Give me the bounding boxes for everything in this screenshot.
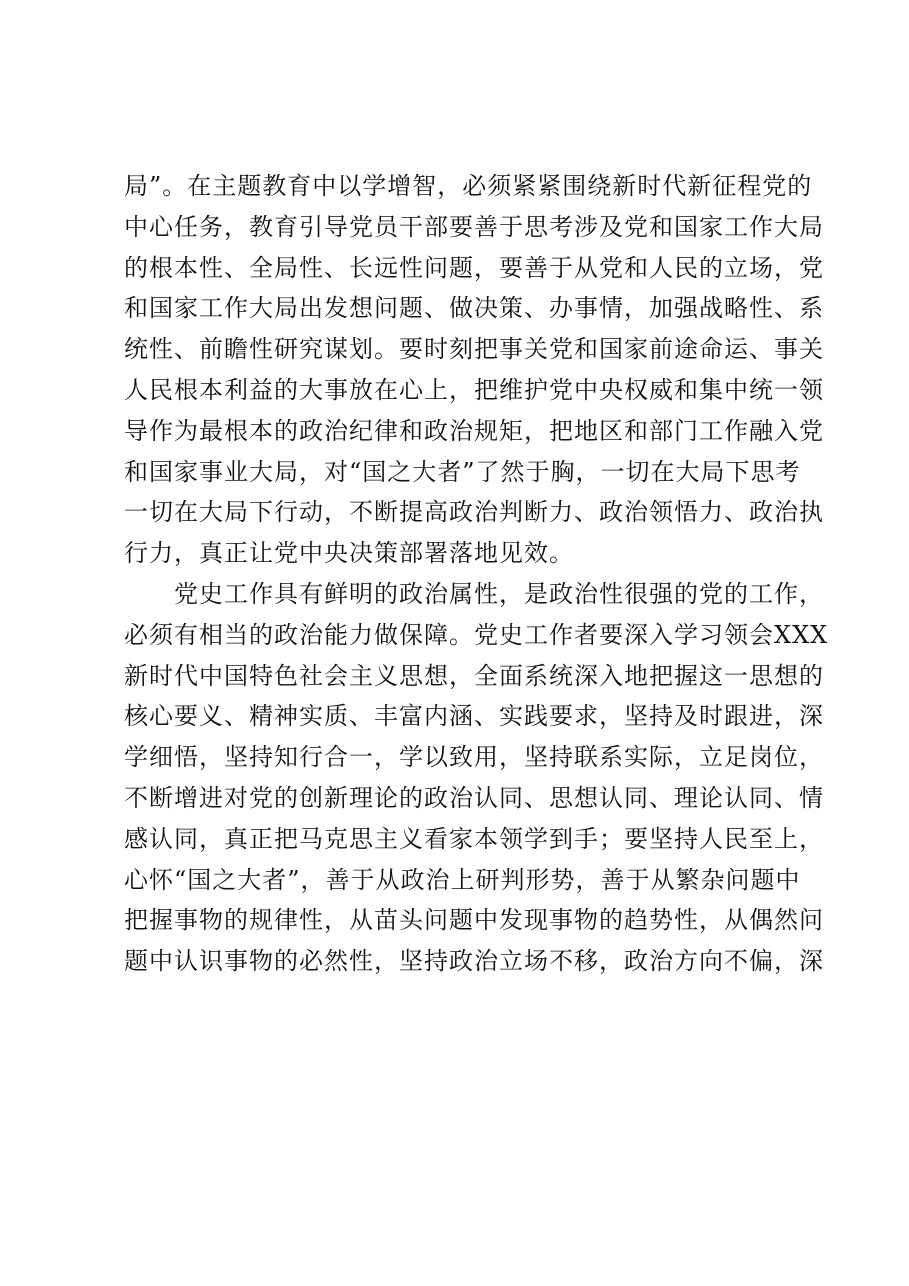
text-line: 人民根本利益的大事放在心上，把维护党中央权威和集中统一领 — [124, 375, 824, 404]
text-line: 中心任务，教育引导党员干部要善于思考涉及党和国家工作大局 — [124, 212, 824, 241]
text-line: 统性、前瞻性研究谋划。要时刻把事关党和国家前途命运、事关 — [124, 335, 824, 364]
text-line: 核心要义、精神实质、丰富内涵、实践要求，坚持及时跟进，深 — [124, 702, 824, 731]
body-text — [124, 166, 829, 982]
text-line: 题中认识事物的必然性，坚持政治立场不移，政治方向不偏，深 — [124, 947, 824, 976]
text-line: 心怀“国之大者”，善于从政治上研判形势，善于从繁杂问题中 — [124, 865, 801, 894]
text-line: 局”。在主题教育中以学增智，必须紧紧围绕新时代新征程党的 — [124, 172, 813, 200]
text-line: 学细悟，坚持知行合一，学以致用，坚持联系实际，立足岗位， — [124, 743, 824, 772]
paragraph-start-line: 党史工作具有鲜明的政治属性，是政治性很强的党的工作， — [174, 579, 824, 608]
text-line: 必须有相当的政治能力做保障。党史工作者要深入学习领会XXX — [124, 620, 829, 649]
text-line: 新时代中国特色社会主义思想，全面系统深入地把握这一思想的 — [124, 661, 824, 690]
text-line: 和国家工作大局出发想问题、做决策、办事情，加强战略性、系 — [124, 294, 824, 323]
text-line: 和国家事业大局，对“国之大者”了然于胸，一切在大局下思考 — [124, 457, 801, 486]
text-line: 感认同，真正把马克思主义看家本领学到手；要坚持人民至上， — [124, 824, 824, 853]
text-line: 导作为最根本的政治纪律和政治规矩，把地区和部门工作融入党 — [124, 416, 824, 445]
text-line: 不断增进对党的创新理论的政治认同、思想认同、理论认同、情 — [124, 783, 824, 812]
text-line: 一切在大局下行动，不断提高政治判断力、政治领悟力、政治执 — [124, 498, 824, 527]
text-line: 行力，真正让党中央决策部署落地见效。 — [124, 539, 574, 568]
text-line: 的根本性、全局性、长远性问题，要善于从党和人民的立场，党 — [124, 253, 824, 282]
text-line: 把握事物的规律性，从苗头问题中发现事物的趋势性，从偶然问 — [124, 906, 824, 935]
